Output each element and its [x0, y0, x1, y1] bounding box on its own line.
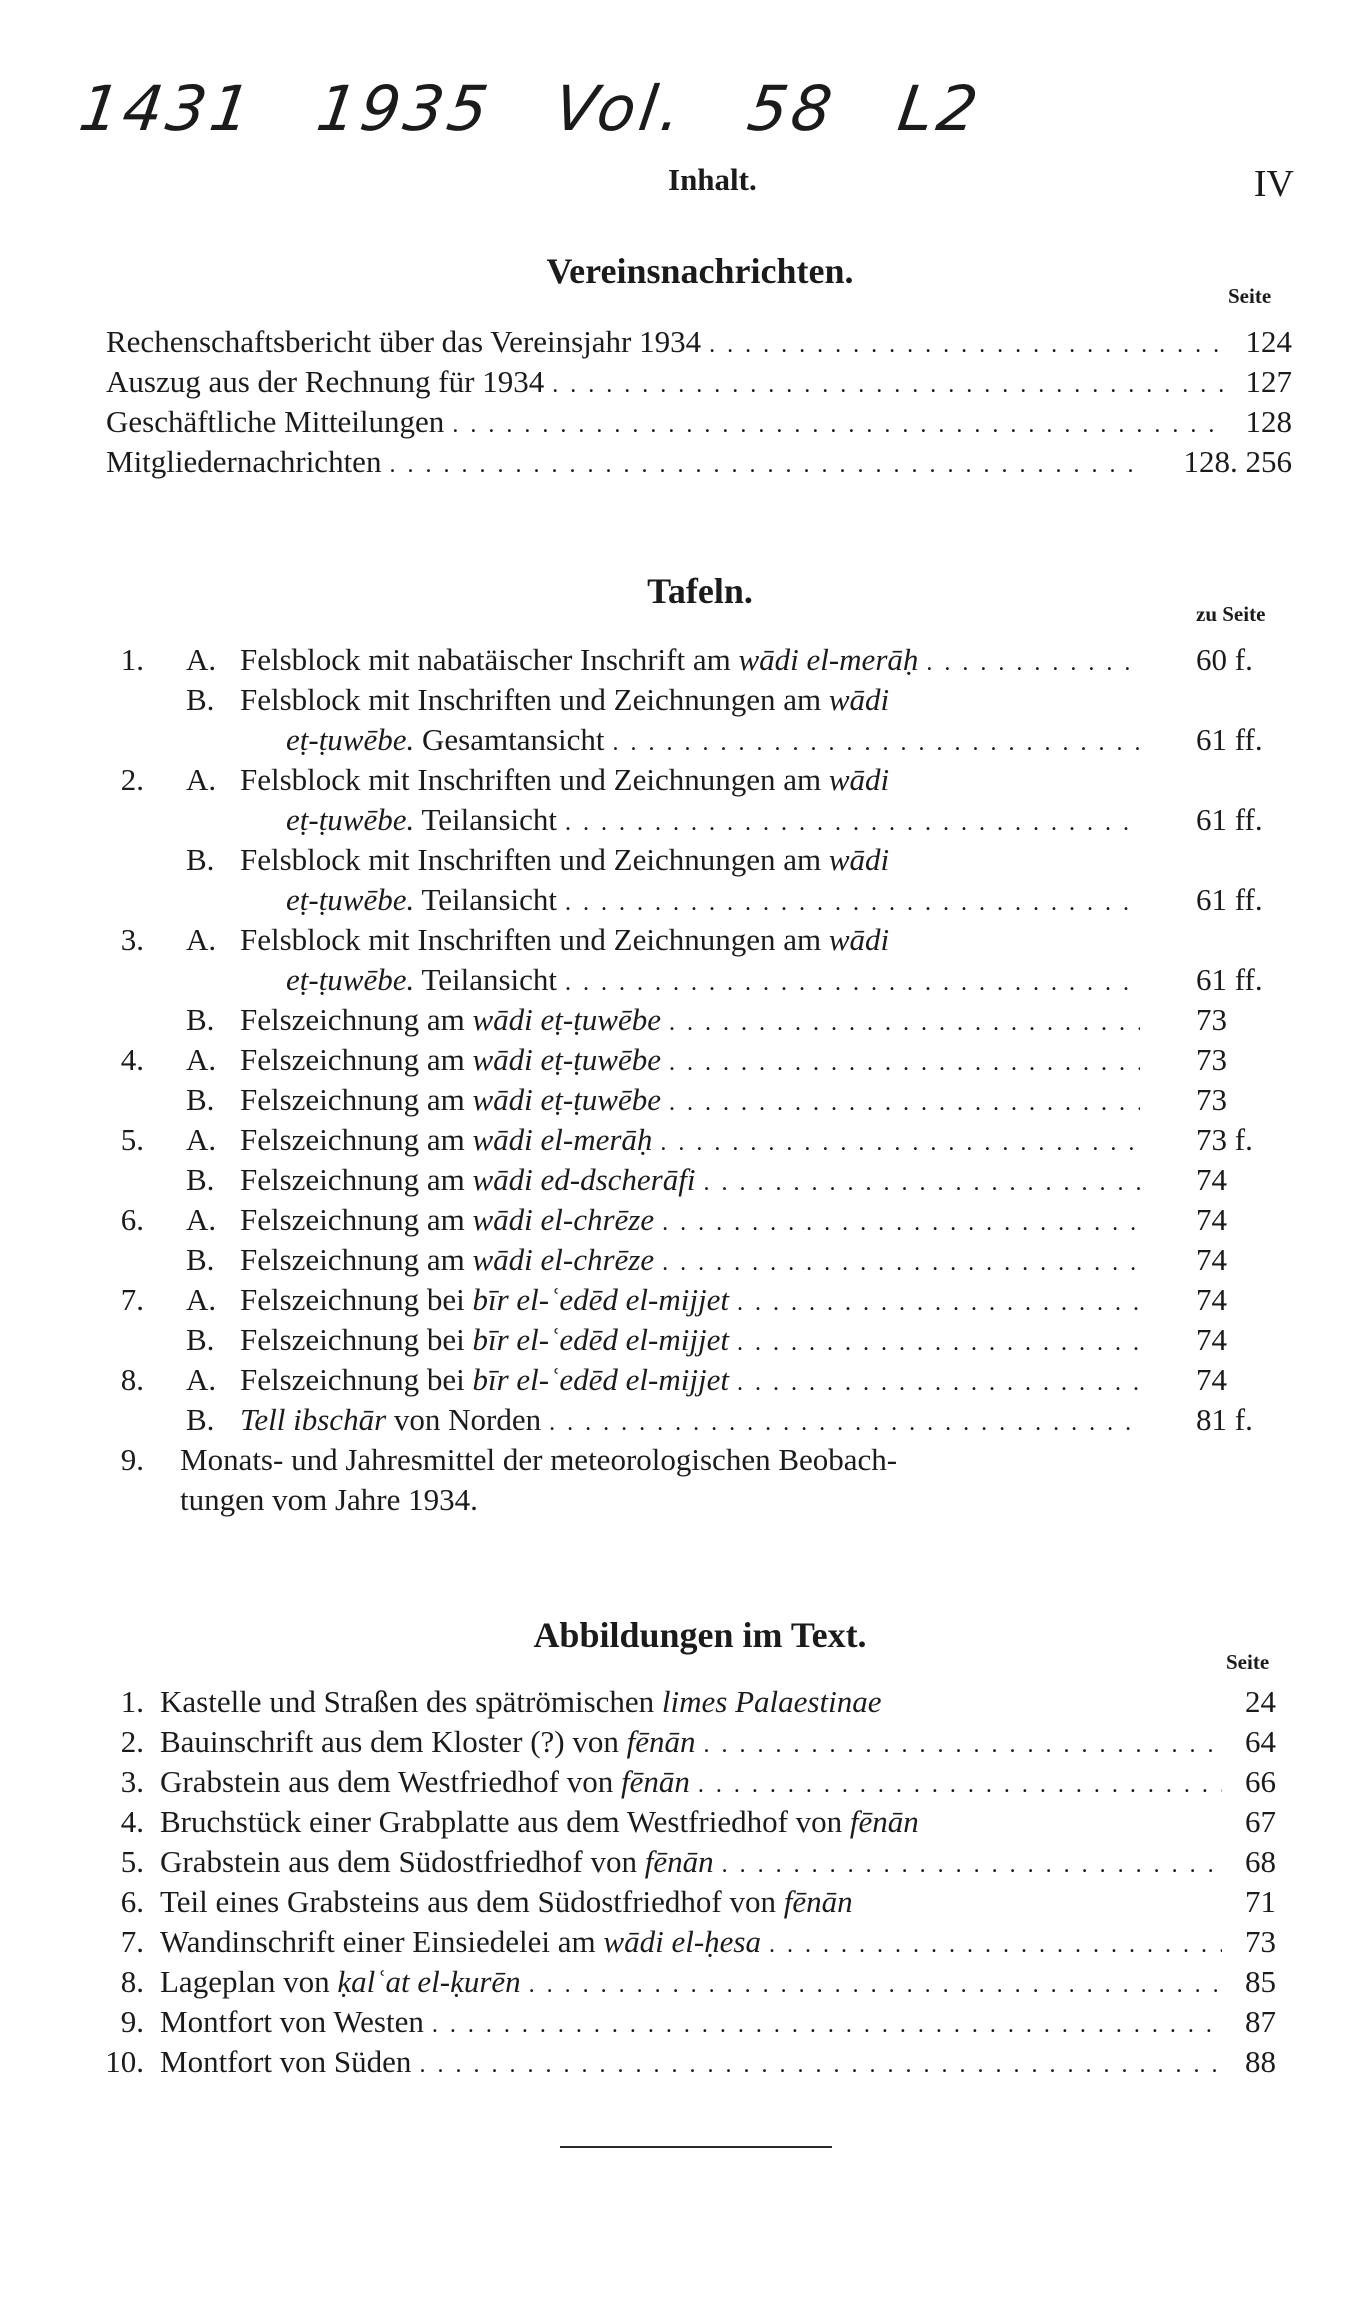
figure-entry	[0, 1682, 1354, 1722]
entry-title	[240, 1000, 669, 1040]
entry-title	[160, 1962, 529, 2002]
entry-italic: bīr el-ʿedēd el-mijjet	[472, 1362, 729, 1397]
figure-entry	[0, 1882, 1354, 1922]
plate-description	[240, 920, 1140, 960]
entry-title	[160, 1922, 769, 1962]
plate-entry	[0, 1320, 1354, 1360]
entry-title	[160, 1682, 889, 1722]
plate-entry	[0, 1280, 1354, 1320]
plate-description	[180, 1440, 1140, 1480]
figure-page: 73	[1245, 1924, 1276, 1959]
entry-text: tungen vom Jahre 1934.	[180, 1482, 478, 1517]
figure-entry	[0, 1842, 1354, 1882]
entry-title	[240, 1240, 662, 1280]
plate-description	[286, 720, 1140, 763]
plate-letter: A.	[186, 922, 217, 957]
entry-text: Felszeichnung bei	[240, 1362, 473, 1397]
leader-dots	[722, 1845, 1222, 1885]
entry-text: Grabstein aus dem Westfriedhof von	[160, 1764, 621, 1799]
entry-text: Felsblock mit Inschriften und Zeichnungen am	[240, 762, 829, 797]
leader-dots	[565, 803, 1140, 843]
entry-italic: eṭ-ṭuwēbe.	[286, 722, 415, 757]
entry-title	[240, 1040, 669, 1080]
plate-page: 60 f.	[1196, 642, 1253, 677]
plate-entry	[0, 1240, 1354, 1280]
plate-number: 3.	[120, 922, 144, 957]
plate-entry	[0, 920, 1354, 960]
plate-description	[240, 760, 1140, 800]
plate-page: 81 f.	[1196, 1402, 1253, 1437]
plate-description	[240, 1120, 1140, 1163]
entry-title	[240, 1400, 549, 1440]
leader-dots	[613, 723, 1140, 763]
leader-dots	[432, 2005, 1222, 2045]
figure-page: 87	[1245, 2004, 1276, 2039]
plate-letter: A.	[186, 1122, 217, 1157]
entry-italic: wādi el-merāḥ	[472, 1122, 653, 1157]
leader-dots	[389, 445, 1136, 485]
entry-page: 127	[1245, 364, 1292, 399]
entry-italic: fēnān	[620, 1764, 690, 1799]
figure-description	[160, 2042, 1222, 2085]
plate-letter: B.	[186, 842, 215, 877]
entry-title	[106, 402, 452, 442]
leader-dots	[660, 1123, 1140, 1163]
plate-entry	[0, 880, 1354, 920]
entry-text: Felszeichnung am	[240, 1202, 473, 1237]
plate-page: 73	[1196, 1002, 1227, 1037]
figure-number: 8.	[120, 1964, 144, 1999]
plate-number: 7.	[120, 1282, 144, 1317]
plate-description	[240, 1360, 1140, 1403]
plate-page: 74	[1196, 1282, 1227, 1317]
figure-description	[160, 1802, 1222, 1842]
figure-number: 9.	[120, 2004, 144, 2039]
leader-dots	[452, 405, 1224, 445]
entry-text-suffix: von Norden	[386, 1402, 542, 1437]
entry-title	[240, 1200, 662, 1240]
plate-entry	[0, 680, 1354, 720]
plate-page: 74	[1196, 1322, 1227, 1357]
figure-number: 5.	[120, 1844, 144, 1879]
toc-entry	[0, 322, 1354, 362]
plate-description	[240, 1080, 1140, 1123]
plate-description	[240, 840, 1140, 880]
entry-text: Kastelle und Straßen des spätrömischen	[160, 1684, 662, 1719]
plate-number: 4.	[120, 1042, 144, 1077]
leader-dots	[552, 365, 1224, 405]
figure-entry	[0, 1922, 1354, 1962]
leader-dots	[662, 1243, 1140, 1283]
entry-text-suffix: Teilansicht	[414, 882, 558, 917]
figure-number: 7.	[120, 1924, 144, 1959]
entry-title	[240, 640, 926, 680]
plate-page: 74	[1196, 1362, 1227, 1397]
entry-text: Felszeichnung bei	[240, 1282, 473, 1317]
leader-dots	[926, 643, 1140, 683]
entry-text: Felszeichnung am	[240, 1162, 473, 1197]
figure-description	[160, 1962, 1222, 2005]
plate-entry	[0, 1000, 1354, 1040]
page-number: IV	[1253, 163, 1294, 205]
plate-page: 73 f.	[1196, 1122, 1253, 1157]
entry-text: Felszeichnung am	[240, 1122, 473, 1157]
figure-page: 24	[1245, 1684, 1276, 1719]
plate-description	[240, 1400, 1140, 1443]
entry-title	[160, 2002, 432, 2042]
entry-title	[286, 720, 613, 760]
entry-title	[160, 1722, 703, 1762]
plate-letter: A.	[186, 642, 217, 677]
entry-italic: wādi el-ḥesa	[603, 1924, 761, 1959]
tafeln-column-header: zu Seite	[1196, 602, 1266, 626]
entry-title	[240, 680, 897, 720]
entry-italic: fēnān	[626, 1724, 696, 1759]
plate-description	[240, 1280, 1140, 1323]
entry-title	[240, 920, 897, 960]
plate-letter: B.	[186, 1402, 215, 1437]
plate-letter: A.	[186, 1042, 217, 1077]
plate-letter: B.	[186, 1082, 215, 1117]
figure-page: 71	[1245, 1884, 1276, 1919]
entry-text: Felsblock mit Inschriften und Zeichnungen am	[240, 842, 829, 877]
plate-description	[240, 1320, 1140, 1363]
entry-title	[286, 960, 565, 1000]
entry-text: Mitgliedernachrichten	[106, 444, 382, 479]
plate-description	[240, 1240, 1140, 1283]
entry-title	[240, 1360, 737, 1400]
entry-text: Felszeichnung bei	[240, 1322, 473, 1357]
plate-letter: B.	[186, 1242, 215, 1277]
plate-number: 5.	[120, 1122, 144, 1157]
plate-letter: A.	[186, 762, 217, 797]
leader-dots	[529, 1965, 1222, 2005]
figure-entry	[0, 1962, 1354, 2002]
plate-entry	[0, 1160, 1354, 1200]
plate-entry	[0, 1040, 1354, 1080]
plate-page: 73	[1196, 1082, 1227, 1117]
entry-text: Felsblock mit Inschriften und Zeichnungen am	[240, 922, 829, 957]
plate-description	[286, 960, 1140, 1003]
plate-entry	[0, 1480, 1354, 1520]
figure-page: 68	[1245, 1844, 1276, 1879]
entry-italic: bīr el-ʿedēd el-mijjet	[472, 1322, 729, 1357]
vereinsnachrichten-title: Vereinsnachrichten.	[546, 251, 854, 291]
figure-page: 85	[1245, 1964, 1276, 1999]
handwritten-note: 1431 1935 Vol. 58 L2	[74, 72, 987, 145]
figure-description	[160, 2002, 1222, 2045]
entry-page: 128	[1245, 404, 1292, 439]
plate-entry	[0, 720, 1354, 760]
entry-italic: wādi	[828, 922, 890, 957]
entry-line	[106, 322, 1224, 365]
entry-text: Rechenschaftsbericht über das Vereinsjahr 1934	[106, 324, 702, 359]
plate-description	[286, 880, 1140, 923]
figure-number: 1.	[120, 1684, 144, 1719]
entry-page: 124	[1245, 324, 1292, 359]
plate-page: 74	[1196, 1162, 1227, 1197]
entry-title	[160, 2042, 419, 2082]
entry-italic: wādi	[828, 842, 890, 877]
entry-title	[240, 760, 897, 800]
entry-text-suffix: Teilansicht	[414, 802, 558, 837]
entry-title	[160, 1882, 861, 1922]
plate-entry	[0, 1080, 1354, 1120]
entry-text: Felszeichnung am	[240, 1002, 473, 1037]
leader-dots	[565, 963, 1140, 1003]
leader-dots	[662, 1203, 1140, 1243]
entry-text: Monats- und Jahresmittel der meteorologischen Beobach-	[180, 1442, 898, 1477]
leader-dots	[419, 2045, 1222, 2085]
figure-entry	[0, 2042, 1354, 2082]
entry-italic: wādi el-merāḥ	[738, 642, 919, 677]
figure-page: 64	[1245, 1724, 1276, 1759]
entry-text-suffix: Gesamtansicht	[414, 722, 605, 757]
figure-entry	[0, 2002, 1354, 2042]
plate-number: 6.	[120, 1202, 144, 1237]
plate-description	[180, 1480, 1140, 1520]
entry-text: Geschäftliche Mitteilungen	[106, 404, 445, 439]
plate-description	[240, 1040, 1140, 1083]
plate-letter: B.	[186, 1002, 215, 1037]
end-rule	[560, 2146, 832, 2148]
entry-italic: ḳalʿat el-ḳurēn	[337, 1964, 521, 1999]
plate-letter: A.	[186, 1362, 217, 1397]
plate-letter: A.	[186, 1282, 217, 1317]
entry-text: Auszug aus der Rechnung für 1934	[106, 364, 545, 399]
plate-number: 9.	[120, 1442, 144, 1477]
running-head: Inhalt.	[668, 162, 757, 197]
entry-text: Bruchstück einer Grabplatte aus dem Westfriedhof von	[160, 1804, 850, 1839]
entry-title	[160, 1842, 722, 1882]
entry-title	[240, 1120, 660, 1160]
figure-entry	[0, 1762, 1354, 1802]
leader-dots	[703, 1725, 1222, 1765]
entry-text: Montfort von Süden	[160, 2044, 412, 2079]
entry-italic: wādi el-chrēze	[472, 1242, 655, 1277]
leader-dots	[737, 1323, 1140, 1363]
entry-text: Grabstein aus dem Südostfriedhof von	[160, 1844, 645, 1879]
figure-page: 66	[1245, 1764, 1276, 1799]
entry-text: Montfort von Westen	[160, 2004, 424, 2039]
entry-italic: limes Palaestinae	[661, 1684, 882, 1719]
entry-title	[180, 1480, 486, 1520]
entry-text: Felszeichnung am	[240, 1042, 473, 1077]
plate-description	[240, 1160, 1140, 1203]
entry-title	[160, 1762, 698, 1802]
plate-number: 2.	[120, 762, 144, 797]
plate-page: 61 ff.	[1196, 722, 1263, 757]
plate-entry	[0, 960, 1354, 1000]
entry-italic: fēnān	[849, 1804, 919, 1839]
leader-dots	[737, 1363, 1140, 1403]
leader-dots	[669, 1043, 1140, 1083]
entry-line	[106, 402, 1224, 445]
plate-number: 8.	[120, 1362, 144, 1397]
plate-description	[240, 1000, 1140, 1043]
entry-title	[160, 1802, 927, 1842]
figure-description	[160, 1922, 1222, 1965]
entry-text: Lageplan von	[160, 1964, 338, 1999]
plate-letter: B.	[186, 682, 215, 717]
entry-text: Felsblock mit nabatäischer Inschrift am	[240, 642, 739, 677]
entry-title	[240, 1320, 737, 1360]
entry-text: Felsblock mit Inschriften und Zeichnungen am	[240, 682, 829, 717]
entry-italic: wādi eṭ-ṭuwēbe	[472, 1002, 661, 1037]
entry-title	[286, 880, 565, 920]
entry-italic: Tell ibschār	[240, 1402, 387, 1437]
entry-italic: bīr el-ʿedēd el-mijjet	[472, 1282, 729, 1317]
plate-entry	[0, 640, 1354, 680]
entry-line	[106, 362, 1224, 405]
leader-dots	[769, 1925, 1222, 1965]
entry-text: Felszeichnung am	[240, 1082, 473, 1117]
plate-page: 61 ff.	[1196, 802, 1263, 837]
figure-number: 6.	[120, 1884, 144, 1919]
entry-italic: eṭ-ṭuwēbe.	[286, 882, 415, 917]
figure-description	[160, 1762, 1222, 1805]
entry-title	[106, 322, 709, 362]
leader-dots	[669, 1083, 1140, 1123]
entry-line	[106, 442, 1136, 485]
plate-entry	[0, 800, 1354, 840]
entry-italic: wādi	[828, 762, 890, 797]
figure-number: 2.	[120, 1724, 144, 1759]
entry-title	[240, 1160, 703, 1200]
plate-letter: B.	[186, 1162, 215, 1197]
plate-page: 73	[1196, 1042, 1227, 1077]
plate-description	[240, 1200, 1140, 1243]
entry-text: Teil eines Grabsteins aus dem Südostfriedhof von	[160, 1884, 784, 1919]
figure-entry	[0, 1802, 1354, 1842]
plate-number: 1.	[120, 642, 144, 677]
figure-number: 3.	[120, 1764, 144, 1799]
plate-description	[240, 640, 1140, 683]
entry-title	[240, 1080, 669, 1120]
entry-italic: eṭ-ṭuwēbe.	[286, 802, 415, 837]
plate-entry	[0, 1400, 1354, 1440]
figure-description	[160, 1882, 1222, 1922]
leader-dots	[549, 1403, 1140, 1443]
plate-page: 61 ff.	[1196, 962, 1263, 997]
plate-page: 74	[1196, 1242, 1227, 1277]
leader-dots	[709, 325, 1224, 365]
leader-dots	[565, 883, 1140, 923]
entry-title	[240, 1280, 737, 1320]
figure-description	[160, 1842, 1222, 1885]
entry-text: Bauinschrift aus dem Kloster (?) von	[160, 1724, 627, 1759]
abbildungen-column-header: Seite	[1226, 1650, 1270, 1674]
entry-title	[240, 840, 897, 880]
plate-letter: B.	[186, 1322, 215, 1357]
plate-entry	[0, 1360, 1354, 1400]
plate-entry	[0, 1440, 1354, 1480]
leader-dots	[669, 1003, 1140, 1043]
entry-italic: wādi eṭ-ṭuwēbe	[472, 1042, 661, 1077]
plate-entry	[0, 1120, 1354, 1160]
entry-italic: wādi eṭ-ṭuwēbe	[472, 1082, 661, 1117]
entry-title	[106, 442, 389, 482]
plate-description	[240, 680, 1140, 720]
figure-number: 4.	[120, 1804, 144, 1839]
entry-text: Felszeichnung am	[240, 1242, 473, 1277]
figure-page: 88	[1245, 2044, 1276, 2079]
entry-title	[286, 800, 565, 840]
plate-entry	[0, 760, 1354, 800]
plate-entry	[0, 1200, 1354, 1240]
figure-page: 67	[1245, 1804, 1276, 1839]
vereinsnachrichten-column-header: Seite	[1228, 284, 1272, 308]
entry-italic: wādi ed-dscherāfi	[472, 1162, 696, 1197]
tafeln-title: Tafeln.	[647, 571, 753, 611]
abbildungen-title: Abbildungen im Text.	[533, 1615, 867, 1655]
plate-entry	[0, 840, 1354, 880]
toc-entry	[0, 442, 1354, 482]
entry-text-suffix: Teilansicht	[414, 962, 558, 997]
plate-page: 74	[1196, 1202, 1227, 1237]
figure-number: 10.	[105, 2044, 144, 2079]
entry-italic: fēnān	[783, 1884, 853, 1919]
leader-dots	[737, 1283, 1140, 1323]
entry-text: Wandinschrift einer Einsiedelei am	[160, 1924, 604, 1959]
figure-description	[160, 1722, 1222, 1765]
figure-description	[160, 1682, 1222, 1722]
entry-italic: eṭ-ṭuwēbe.	[286, 962, 415, 997]
entry-page: 128. 256	[1183, 444, 1292, 479]
entry-italic: wādi el-chrēze	[472, 1202, 655, 1237]
plate-description	[286, 800, 1140, 843]
plate-page: 61 ff.	[1196, 882, 1263, 917]
figure-entry	[0, 1722, 1354, 1762]
entry-title	[106, 362, 552, 402]
entry-italic: wādi	[828, 682, 890, 717]
toc-entry	[0, 402, 1354, 442]
toc-entry	[0, 362, 1354, 402]
plate-letter: A.	[186, 1202, 217, 1237]
leader-dots	[698, 1765, 1222, 1805]
entry-italic: fēnān	[644, 1844, 714, 1879]
entry-title	[180, 1440, 905, 1480]
leader-dots	[703, 1163, 1140, 1203]
